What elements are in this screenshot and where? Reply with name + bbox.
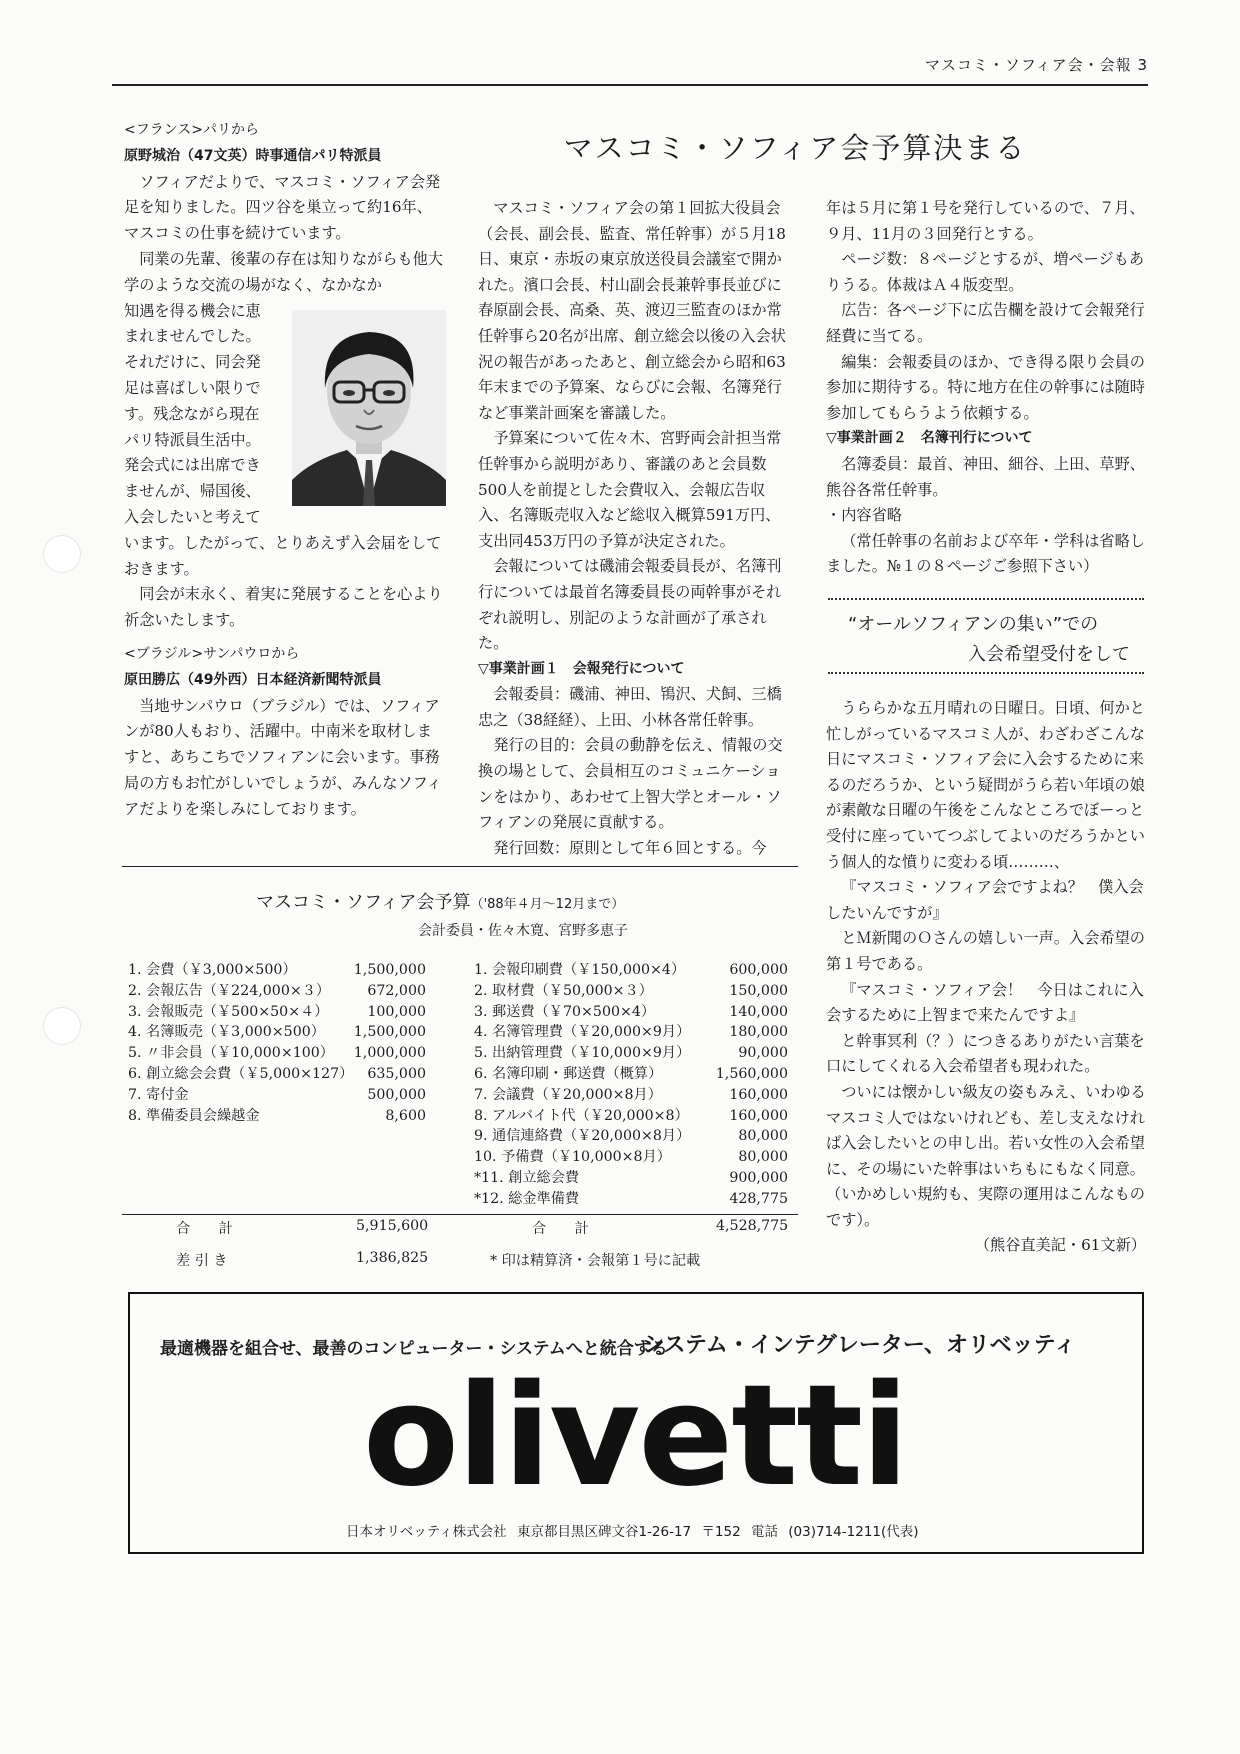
france-p2-narrow bbox=[124, 299, 284, 531]
narrow-line: ませんが、帰国後、 bbox=[124, 482, 261, 501]
income-row: 2. 会報広告（￥224,000×３） 672,000 bbox=[128, 982, 426, 999]
expense-row: 2. 取材費（￥50,000×３） 150,000 bbox=[474, 982, 788, 999]
expense-row: 4. 名簿管理費（￥20,000×9月） 180,000 bbox=[474, 1024, 788, 1041]
plan1-p2: 発行の目的：会員の動静を伝え、情報の交換の場として、会員相互のコミュニケーションをはかり、あわせて上智大学とオール・ソフィアンの発展に貢献する。 bbox=[478, 736, 783, 832]
expense-row: 6. 名簿印刷・郵送費（概算） 1,560,000 bbox=[474, 1065, 788, 1082]
punch-hole-top bbox=[44, 536, 80, 572]
ad-company: 日本オリベッティ株式会社 bbox=[346, 1524, 507, 1540]
expense-row: 10. 予備費（￥10,000×8月） 80,000 bbox=[474, 1149, 788, 1166]
income-row: 1. 会費（￥3,000×500） 1,500,000 bbox=[128, 962, 426, 978]
income-row: 5. 〃非会員（￥10,000×100） 1,000,000 bbox=[128, 1045, 426, 1062]
income-table bbox=[128, 960, 426, 1126]
box-byline: （熊谷直美記・61文新） bbox=[974, 1236, 1146, 1255]
income-row: 7. 寄付金 500,000 bbox=[128, 1086, 426, 1103]
right-p1: 年は５月に第１号を発行しているので、７月、９月、11月の３回発行とする。 bbox=[826, 199, 1145, 243]
income-row: 3. 会報販売（￥500×50×４） 100,000 bbox=[128, 1003, 426, 1020]
income-row: 6. 創立総会会費（￥5,000×127） 635,000 bbox=[128, 1065, 426, 1082]
income-total-label: 合 計 bbox=[176, 1221, 233, 1237]
income-row: 8. 準備委員会繰越金 8,600 bbox=[128, 1107, 426, 1124]
dotted-rule-top bbox=[828, 598, 1144, 600]
box-p1: うららかな五月晴れの日曜日。日頃、何かと忙しがっているマスコミ人が、わざわざこんな日にマスコミ・ソフィア会に入会するために来るのだろうか、という疑問がうら若い年頃の娘が素敵な日曜の午後をこんなところでぼーっと受付に座っていてつぶしてよいのだろうかという個人的な憤りに変わる頃………、 bbox=[826, 699, 1145, 871]
middle-column bbox=[478, 196, 792, 861]
expense-table bbox=[474, 960, 788, 1210]
france-author: 原野城治（47文英）時事通信パリ特派員 bbox=[124, 147, 382, 164]
main-p2: 予算案について佐々木、宮野両会計担当常任幹事から説明があり、審議のあと会員数500人を前提とした会費収入、会報広告収入、名簿販売収入など総収入概算591万円、支出同453万円の予算が決定された。 bbox=[478, 429, 782, 550]
balance-value: 1,386,825 bbox=[356, 1250, 429, 1266]
right-p3: 広告：各ページ下に広告欄を設けて会報発行経費に当てる。 bbox=[826, 301, 1145, 345]
narrow-line: それだけに、同会発 bbox=[124, 353, 261, 372]
france-p2-tail: います。したがって、とりあえず入会届をしておきます。 bbox=[124, 533, 442, 578]
box-p6: ついには懐かしい級友の姿もみえ、いわゆるマスコミ人ではないけれども、差し支えなければ入会したいとの申し出。若い女性の入会希望に、その場にいた幹事はいちもにもなく同意。（いかめしい規約も、実際の運用はこんなものです）。 bbox=[826, 1082, 1146, 1229]
brazil-author: 原田勝広（49外西）日本経済新聞特派員 bbox=[124, 671, 382, 688]
olivetti-logo bbox=[330, 1372, 940, 1496]
france-region: <フランス>パリから bbox=[124, 122, 260, 138]
box-p3: とＭ新聞のＯさんの嬉しい一声。入会希望の第１号である。 bbox=[826, 929, 1145, 973]
main-p3: 会報については磯浦会報委員長が、名簿刊行については最首名簿委員長の両幹事がそれぞれ説明し、別記のような計画が了承された。 bbox=[478, 557, 782, 653]
box-title-line2: 入会希望受付をして bbox=[968, 644, 1130, 665]
narrow-line: 知遇を得る機会に恵 bbox=[124, 301, 261, 320]
right-p6: ・内容省略 bbox=[826, 506, 902, 525]
budget-title bbox=[256, 888, 624, 914]
france-p3: 同会が末永く、着実に発展することを心より祈念いたします。 bbox=[124, 585, 443, 630]
article-headline: マスコミ・ソフィア会予算決まる bbox=[563, 131, 1027, 165]
ad-tagline: 最適機器を組合せ、最善のコンピューター・システムへと統合する bbox=[160, 1339, 668, 1359]
budget-committee: 会計委員・佐々木寛、宮野多恵子 bbox=[418, 923, 628, 939]
income-row: 4. 名簿販売（￥3,000×500） 1,500,000 bbox=[128, 1024, 426, 1041]
budget-rule-totals bbox=[122, 1214, 798, 1215]
budget-period: （'88年４月～12月まで） bbox=[470, 897, 625, 912]
narrow-line: 発会式には出席でき bbox=[124, 456, 261, 475]
plan1-heading: ▽事業計画１ 会報発行について bbox=[478, 660, 685, 677]
olivetti-logo-text: olivetti bbox=[362, 1372, 908, 1496]
expense-row: *11. 創立総会費 900,000 bbox=[474, 1169, 788, 1186]
budget-note: * 印は精算済・会報第１号に記載 bbox=[490, 1253, 701, 1269]
punch-hole-bottom bbox=[44, 1008, 80, 1044]
dotted-rule-bottom bbox=[828, 672, 1144, 674]
expense-total: 4,528,775 bbox=[716, 1218, 789, 1234]
right-column bbox=[826, 196, 1146, 580]
right-p5: 名簿委員：最首、神田、細谷、上田、草野、熊谷各常任幹事。 bbox=[826, 454, 1145, 499]
running-header: マスコミ・ソフィア会・会報 3 bbox=[924, 56, 1148, 74]
portrait-photo bbox=[292, 310, 446, 506]
balance-label: 差 引 き bbox=[176, 1253, 228, 1269]
box-title-line1: “オールソフィアンの集い”での bbox=[848, 614, 1099, 635]
expense-row: 5. 出納管理費（￥10,000×9月） 90,000 bbox=[474, 1045, 788, 1062]
narrow-line: パリ特派員生活中。 bbox=[124, 430, 261, 449]
box-p2: 『マスコミ・ソフィア会ですよね？ 僕入会したいんですが』 bbox=[826, 878, 1144, 922]
brazil-region: <ブラジル>サンパウロから bbox=[124, 645, 300, 662]
narrow-line: 足は喜ばしい限りで bbox=[124, 378, 261, 397]
expense-total-label: 合 計 bbox=[532, 1221, 589, 1237]
expense-row: 1. 会報印刷費（￥150,000×4） 600,000 bbox=[474, 962, 788, 978]
budget-title-text: マスコミ・ソフィア会予算 bbox=[256, 892, 471, 913]
right-p2: ページ数：８ページとするが、増ページもありうる。体裁はＡ４版変型。 bbox=[826, 250, 1145, 294]
brazil-p1: 当地サンパウロ（ブラジル）では、ソフィアンが80人もおり、活躍中。中南米を取材しますと、あちこちでソフィアンに会います。事務局の方もお忙がしいでしょうが、みんなソフィアだよりを楽しみにしております。 bbox=[124, 696, 442, 818]
right-p7: （常任幹事の名前および卒年・学科は省略しました。№１の８ページご参照下さい） bbox=[826, 531, 1145, 576]
expense-row: 9. 通信連絡費（￥20,000×8月） 80,000 bbox=[474, 1128, 788, 1145]
income-total: 5,915,600 bbox=[356, 1218, 429, 1234]
box-p5: と幹事冥利（？）につきるありがたい言葉を口にしてくれる入会希望者も現われた。 bbox=[826, 1031, 1145, 1076]
expense-row: 7. 会議費（￥20,000×8月） 160,000 bbox=[474, 1086, 788, 1103]
france-p1: ソフィアだよりで、マスコミ・ソフィア会発足を知りました。四ツ谷を巣立って約16年、マスコミの仕事を続けています。 bbox=[124, 172, 441, 243]
narrow-line: 入会したいと考えて bbox=[124, 507, 261, 526]
expense-row: 8. アルバイト代（￥20,000×8） 160,000 bbox=[474, 1107, 788, 1124]
right-column-lower bbox=[826, 696, 1146, 1259]
plan2-heading: ▽事業計画２ 名簿刊行について bbox=[826, 430, 1033, 447]
ad-tagline-bold: システム・インテグレーター、オリベッティ bbox=[642, 1333, 1076, 1358]
plan1-p3: 発行回数：原則として年６回とする。今 bbox=[493, 838, 767, 857]
narrow-line: まれませんでした。 bbox=[124, 327, 261, 346]
ad-phone: 電話 (03)714-1211(代表) bbox=[751, 1524, 919, 1540]
narrow-line: す。残念ながら現在 bbox=[124, 404, 260, 423]
header-rule bbox=[112, 84, 1148, 86]
box-p4: 『マスコミ・ソフィア会！ 今日はこれに入会するために上智まで来たんですよ』 bbox=[826, 980, 1144, 1025]
right-p4: 編集：会報委員のほか、でき得る限り会員の参加に期待する。特に地方在住の幹事には随時参加してもらうよう依頼する。 bbox=[826, 352, 1145, 422]
france-p2-full: 同業の先輩、後輩の存在は知りながらも他大学のような交流の場がなく、なかなか bbox=[124, 249, 443, 294]
expense-row: 3. 郵送費（￥70×500×4） 140,000 bbox=[474, 1003, 788, 1020]
ad-address: 東京都目黒区碑文谷1-26-17 〒152 bbox=[516, 1524, 741, 1540]
main-p1: マスコミ・ソフィア会の第１回拡大役員会（会長、副会長、監査、常任幹事）が５月18日、東京・赤坂の東京放送役員会議室で開かれた。濱口会長、村山副会長兼幹事長並びに春原副会長、高桑、英、渡辺三監査のほか常任幹事ら20名が出席、創立総会以後の入会状況の報告があったあと、創立総会から昭和63年末までの予算案、ならびに会報、名簿発行など事業計画案を審議した。 bbox=[478, 199, 786, 422]
ad-footer bbox=[346, 1520, 919, 1540]
expense-row: *12. 総金準備費 428,775 bbox=[474, 1190, 788, 1207]
budget-rule-top bbox=[122, 866, 798, 867]
plan1-p1: 会報委員：磯浦、神田、鴇沢、犬飼、三橋忠之（38経経）、上田、小林各常任幹事。 bbox=[478, 685, 782, 729]
